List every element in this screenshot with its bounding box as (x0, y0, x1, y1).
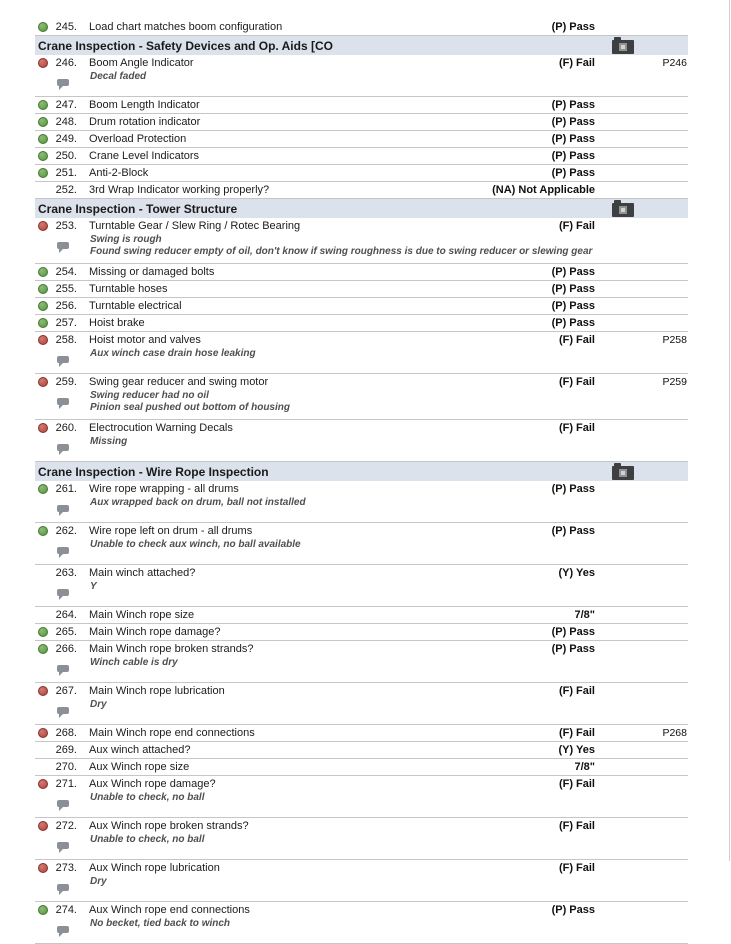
item-result: 7/8" (574, 761, 595, 773)
comment-lines (90, 699, 688, 719)
item-number: 255. (55, 283, 77, 295)
item-result: (F) Fail (558, 685, 595, 697)
page-edge-divider (729, 0, 730, 861)
item-label: Turntable Gear / Slew Ring / Rotec Bearing (89, 220, 301, 232)
item-result: (F) Fail (558, 820, 595, 832)
item-comments (35, 497, 688, 522)
item-label: Load chart matches boom configuration (89, 21, 283, 33)
item-result: (P) Pass (551, 99, 595, 111)
item-main-line (35, 624, 688, 640)
comment-bubble-icon (57, 842, 69, 849)
inspection-item-row (35, 641, 688, 683)
item-number: 250. (55, 150, 77, 162)
camera-icon[interactable] (612, 37, 634, 54)
item-result: (P) Pass (551, 283, 595, 295)
item-comments (35, 699, 688, 724)
inspection-item-row (35, 742, 688, 759)
comment-lines (90, 581, 688, 601)
item-main-line (35, 374, 688, 390)
comment-text: Aux winch case drain hose leaking (90, 348, 256, 359)
item-label: Main Winch rope lubrication (89, 685, 225, 697)
item-result: (F) Fail (558, 334, 595, 346)
item-number: 271. (55, 778, 77, 790)
comment-bubble-icon (57, 589, 69, 596)
comment-text: No becket, tied back to winch (90, 918, 231, 929)
status-dot (38, 423, 48, 433)
item-label: Main Winch rope end connections (89, 727, 255, 739)
item-number: 252. (55, 184, 77, 196)
item-label: Boom Angle Indicator (89, 57, 194, 69)
comment-text: Winch cable is dry (90, 657, 178, 668)
item-number: 265. (55, 626, 77, 638)
comment-bubble-icon (57, 800, 69, 807)
comment-text: Dry (90, 699, 107, 710)
item-main-line (35, 641, 688, 657)
item-number: 261. (55, 483, 77, 495)
item-label: Hoist brake (89, 317, 145, 329)
comment-lines (90, 657, 688, 677)
item-main-line (35, 114, 688, 130)
item-comments (35, 539, 688, 564)
comment-bubble-icon (57, 242, 69, 249)
comment-text: Missing (90, 436, 128, 447)
item-label: Main Winch rope size (89, 609, 195, 621)
status-dot (38, 779, 48, 789)
item-number: 269. (55, 744, 77, 756)
inspection-item-row (35, 374, 688, 420)
item-label: Swing gear reducer and swing motor (89, 376, 269, 388)
item-label: Aux Winch rope lubrication (89, 862, 220, 874)
inspection-item-row (35, 281, 688, 298)
item-label: Aux winch attached? (89, 744, 191, 756)
item-main-line (35, 481, 688, 497)
item-result: (F) Fail (558, 727, 595, 739)
item-result: (Y) Yes (558, 744, 595, 756)
item-label: Aux Winch rope end connections (89, 904, 250, 916)
inspection-item-row (35, 902, 688, 944)
comment-text: Found swing reducer empty of oil, don't know if swing roughness is due to swing reducer or slewing gear (90, 246, 593, 257)
item-main-line (35, 131, 688, 147)
status-dot (38, 117, 48, 127)
item-label: Aux Winch rope size (89, 761, 190, 773)
photo-ref: P258 (662, 334, 687, 346)
status-dot (38, 267, 48, 277)
comment-icon-cell (35, 539, 90, 559)
item-main-line (35, 818, 688, 834)
comment-icon-cell (35, 792, 90, 812)
item-label: Overload Protection (89, 133, 187, 145)
item-number: 247. (55, 99, 77, 111)
item-number: 246. (55, 57, 77, 69)
item-result: (NA) Not Applicable (492, 184, 595, 196)
comment-lines (90, 918, 688, 938)
item-main-line (35, 565, 688, 581)
comment-icon-cell (35, 390, 90, 414)
item-label: Main Winch rope damage? (89, 626, 221, 638)
item-main-line (35, 264, 688, 280)
inspection-item-row (35, 725, 688, 742)
item-main-line (35, 420, 688, 436)
item-label: Turntable electrical (89, 300, 182, 312)
comment-icon-cell (35, 699, 90, 719)
status-dot (38, 151, 48, 161)
status-dot (38, 168, 48, 178)
status-dot (38, 22, 48, 32)
item-result: (P) Pass (551, 643, 595, 655)
item-main-line (35, 860, 688, 876)
item-result: (P) Pass (551, 133, 595, 145)
item-result: (P) Pass (551, 626, 595, 638)
item-number: 256. (55, 300, 77, 312)
item-number: 249. (55, 133, 77, 145)
item-label: Missing or damaged bolts (89, 266, 215, 278)
item-number: 270. (55, 761, 77, 773)
comment-icon-cell (35, 657, 90, 677)
inspection-item-row (35, 860, 688, 902)
comment-text: Decal faded (90, 71, 147, 82)
status-dot (38, 221, 48, 231)
inspection-item-row (35, 607, 688, 624)
status-dot (38, 318, 48, 328)
comment-text: Unable to check, no ball (90, 834, 205, 845)
item-comments (35, 71, 688, 96)
inspection-item-row (35, 523, 688, 565)
status-dot (38, 58, 48, 68)
item-result: (F) Fail (558, 422, 595, 434)
section-header-row (35, 462, 688, 481)
item-number: 263. (55, 567, 77, 579)
camera-icon-lens (619, 469, 627, 477)
item-result: (P) Pass (551, 483, 595, 495)
item-number: 262. (55, 525, 77, 537)
photo-ref: P268 (662, 727, 687, 739)
item-label: Crane Level Indicators (89, 150, 200, 162)
inspection-item-row (35, 131, 688, 148)
item-label: Hoist motor and valves (89, 334, 201, 346)
item-number: 248. (55, 116, 77, 128)
comment-icon-cell (35, 71, 90, 91)
status-dot (38, 484, 48, 494)
item-main-line (35, 218, 688, 234)
item-main-line (35, 19, 688, 35)
item-label: Turntable hoses (89, 283, 168, 295)
item-result: (P) Pass (551, 525, 595, 537)
item-result: (F) Fail (558, 57, 595, 69)
item-number: 260. (55, 422, 77, 434)
item-main-line (35, 315, 688, 331)
comment-lines (90, 792, 688, 812)
item-number: 267. (55, 685, 77, 697)
item-main-line (35, 725, 688, 741)
item-comments (35, 657, 688, 682)
item-number: 259. (55, 376, 77, 388)
status-dot (38, 821, 48, 831)
item-comments (35, 581, 688, 606)
comment-text: Unable to check aux winch, no ball available (90, 539, 301, 550)
comment-bubble-icon (57, 356, 69, 363)
comment-bubble-icon (57, 665, 69, 672)
comment-lines (90, 390, 688, 414)
comment-lines (90, 71, 688, 91)
comment-bubble-icon (57, 884, 69, 891)
status-dot (38, 100, 48, 110)
item-number: 254. (55, 266, 77, 278)
status-dot (38, 644, 48, 654)
item-main-line (35, 523, 688, 539)
comment-bubble-icon (57, 926, 69, 933)
inspection-item-row (35, 55, 688, 97)
item-number: 258. (55, 334, 77, 346)
item-main-line (35, 332, 688, 348)
item-number: 268. (55, 727, 77, 739)
inspection-item-row (35, 114, 688, 131)
item-main-line (35, 742, 688, 758)
item-result: (P) Pass (551, 150, 595, 162)
item-result: (F) Fail (558, 778, 595, 790)
item-comments (35, 348, 688, 373)
item-result: (P) Pass (551, 266, 595, 278)
item-main-line (35, 683, 688, 699)
item-main-line (35, 298, 688, 314)
item-result: (F) Fail (558, 376, 595, 388)
item-number: 273. (55, 862, 77, 874)
item-label: Main Winch rope broken strands? (89, 643, 254, 655)
item-label: Wire rope wrapping - all drums (89, 483, 239, 495)
section-title: Crane Inspection - Safety Devices and Op. Aids [CO (38, 38, 333, 53)
inspection-item-row (35, 148, 688, 165)
status-dot (38, 905, 48, 915)
item-main-line (35, 55, 688, 71)
item-result: (P) Pass (551, 167, 595, 179)
item-label: Wire rope left on drum - all drums (89, 525, 253, 537)
item-main-line (35, 776, 688, 792)
section-title: Crane Inspection - Wire Rope Inspection (38, 464, 269, 479)
inspection-item-row (35, 683, 688, 725)
comment-icon-cell (35, 918, 90, 938)
comment-lines (90, 234, 688, 258)
item-main-line (35, 148, 688, 164)
inspection-item-row (35, 218, 688, 264)
comment-text: Pinion seal pushed out bottom of housing (90, 402, 290, 413)
item-number: 272. (55, 820, 77, 832)
item-main-line (35, 759, 688, 775)
comment-bubble-icon (57, 547, 69, 554)
comment-icon-cell (35, 497, 90, 517)
inspection-item-row (35, 264, 688, 281)
item-comments (35, 390, 688, 419)
comment-bubble-icon (57, 444, 69, 451)
status-dot (38, 134, 48, 144)
status-dot (38, 627, 48, 637)
inspection-item-row (35, 818, 688, 860)
item-number: 266. (55, 643, 77, 655)
item-result: (P) Pass (551, 300, 595, 312)
item-label: 3rd Wrap Indicator working properly? (89, 184, 270, 196)
camera-icon[interactable] (612, 200, 634, 217)
item-label: Electrocution Warning Decals (89, 422, 233, 434)
status-dot (38, 526, 48, 536)
camera-icon-lens (619, 43, 627, 51)
item-label: Aux Winch rope damage? (89, 778, 216, 790)
comment-icon-cell (35, 876, 90, 896)
item-result: (P) Pass (551, 21, 595, 33)
comment-icon-cell (35, 436, 90, 456)
status-dot (38, 686, 48, 696)
inspection-item-row (35, 332, 688, 374)
comment-lines (90, 348, 688, 368)
item-label: Aux Winch rope broken strands? (89, 820, 249, 832)
comment-bubble-icon (57, 79, 69, 86)
camera-icon[interactable] (612, 463, 634, 480)
inspection-item-row (35, 97, 688, 114)
item-main-line (35, 607, 688, 623)
inspection-item-row (35, 315, 688, 332)
item-label: Main winch attached? (89, 567, 196, 579)
inspection-item-row (35, 420, 688, 462)
status-dot (38, 335, 48, 345)
comment-lines (90, 436, 688, 456)
inspection-item-row (35, 624, 688, 641)
comment-text: Dry (90, 876, 107, 887)
item-result: (P) Pass (551, 904, 595, 916)
camera-icon-lens (619, 206, 627, 214)
inspection-item-row (35, 19, 688, 36)
status-dot (38, 377, 48, 387)
item-label: Boom Length Indicator (89, 99, 200, 111)
item-number: 257. (55, 317, 77, 329)
comment-text: Y (90, 581, 97, 592)
comment-text: Swing is rough (90, 234, 162, 245)
inspection-items-table (35, 19, 688, 944)
item-main-line (35, 97, 688, 113)
item-main-line (35, 182, 688, 198)
item-comments (35, 234, 688, 263)
item-comments (35, 876, 688, 901)
status-dot (38, 863, 48, 873)
comment-bubble-icon (57, 398, 69, 405)
item-main-line (35, 902, 688, 918)
status-dot (38, 728, 48, 738)
photo-ref: P259 (662, 376, 687, 388)
comment-icon-cell (35, 234, 90, 258)
item-comments (35, 834, 688, 859)
section-header-row (35, 199, 688, 218)
item-number: 264. (55, 609, 77, 621)
item-main-line (35, 165, 688, 181)
inspection-item-row (35, 565, 688, 607)
comment-lines (90, 834, 688, 854)
item-result: 7/8" (574, 609, 595, 621)
item-comments (35, 918, 688, 943)
section-title: Crane Inspection - Tower Structure (38, 201, 238, 216)
item-comments (35, 436, 688, 461)
item-result: (F) Fail (558, 862, 595, 874)
photo-ref: P246 (662, 57, 687, 69)
comment-lines (90, 539, 688, 559)
comment-bubble-icon (57, 505, 69, 512)
inspection-item-row (35, 298, 688, 315)
status-dot (38, 301, 48, 311)
inspection-item-row (35, 759, 688, 776)
item-label: Anti-2-Block (89, 167, 149, 179)
comment-icon-cell (35, 581, 90, 601)
item-number: 253. (55, 220, 77, 232)
item-comments (35, 792, 688, 817)
item-result: (P) Pass (551, 116, 595, 128)
item-result: (Y) Yes (558, 567, 595, 579)
comment-icon-cell (35, 348, 90, 368)
comment-text: Swing reducer had no oil (90, 390, 209, 401)
item-number: 274. (55, 904, 77, 916)
inspection-item-row (35, 776, 688, 818)
section-header-row (35, 36, 688, 55)
item-number: 245. (55, 21, 77, 33)
comment-lines (90, 497, 688, 517)
comment-icon-cell (35, 834, 90, 854)
item-main-line (35, 281, 688, 297)
comment-lines (90, 876, 688, 896)
inspection-item-row (35, 165, 688, 182)
comment-text: Aux wrapped back on drum, ball not installed (90, 497, 306, 508)
item-result: (P) Pass (551, 317, 595, 329)
item-number: 251. (55, 167, 77, 179)
status-dot (38, 284, 48, 294)
comment-bubble-icon (57, 707, 69, 714)
inspection-item-row (35, 481, 688, 523)
item-result: (F) Fail (558, 220, 595, 232)
item-label: Drum rotation indicator (89, 116, 201, 128)
comment-text: Unable to check, no ball (90, 792, 205, 803)
inspection-item-row (35, 182, 688, 199)
